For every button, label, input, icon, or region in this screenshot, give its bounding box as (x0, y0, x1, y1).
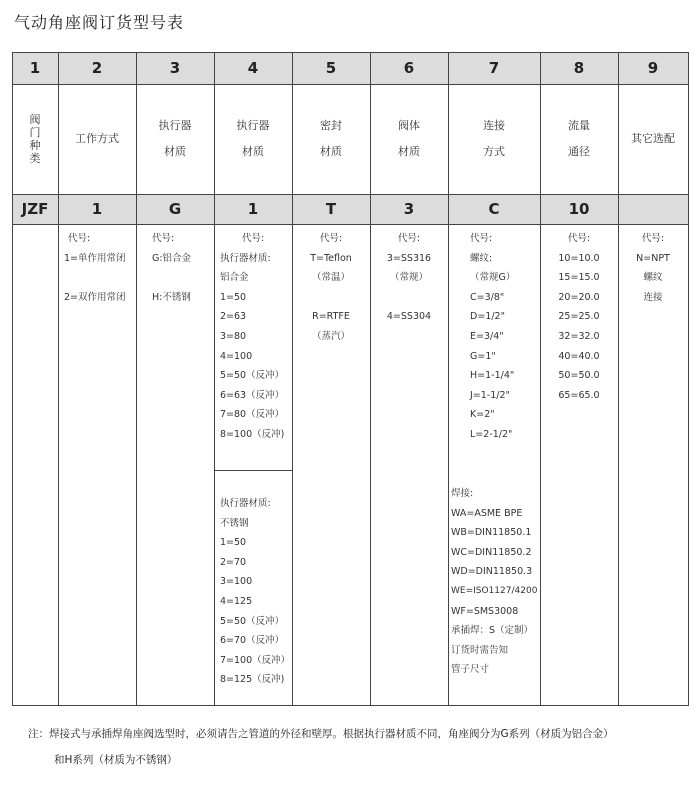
header-body-material (370, 84, 448, 194)
header-label: 流量 (568, 119, 590, 132)
col-number: 5 (325, 59, 337, 77)
option-item: WD=DIN11850.3 (451, 566, 533, 578)
option-item: R=RTFE (312, 311, 350, 323)
col-number: 4 (247, 59, 259, 77)
option-item: E=3/4" (470, 330, 504, 342)
col-number: 1 (29, 59, 41, 77)
code-cell: G (168, 200, 182, 218)
option-note: （常规G） (470, 272, 516, 284)
spacer (370, 288, 448, 308)
code-cell: 10 (568, 200, 590, 218)
option-item: 40=40.0 (558, 350, 600, 362)
option-item: K=2" (470, 409, 495, 421)
row-border (12, 705, 689, 706)
header-work-mode (58, 84, 136, 194)
option-item: WE=ISO1127/4200 (451, 585, 538, 596)
weld-connection-options (451, 484, 540, 680)
other-options (618, 229, 688, 307)
option-item: 20=20.0 (558, 291, 600, 303)
col-border (688, 52, 689, 706)
option-note: （蒸汽） (311, 330, 350, 342)
header-label: 执行器 (236, 119, 270, 132)
option-item: 1=50 (220, 537, 247, 549)
col-number: 8 (573, 59, 585, 77)
option-item: G:铝合金 (152, 252, 192, 264)
option-item: 10=10.0 (558, 252, 600, 264)
option-item: 6=70（反冲） (220, 635, 285, 647)
col4-divider (214, 470, 292, 471)
code-cell: 1 (247, 200, 259, 218)
option-item: 4=SS304 (386, 311, 432, 323)
option-item: 不锈钢 (220, 517, 249, 529)
header-label: 阀体 (398, 119, 420, 132)
option-item: 50=50.0 (558, 370, 600, 382)
option-item: 2=70 (220, 556, 247, 568)
option-item: H:不锈钢 (152, 291, 191, 303)
option-item: 8=125（反冲) (220, 674, 285, 686)
spacer (292, 288, 370, 308)
code-label: 代号: (470, 233, 493, 244)
option-item: 5=50（反冲） (220, 615, 285, 627)
code-label: 代号: (68, 233, 91, 244)
spacer (64, 268, 136, 288)
option-item: 65=65.0 (558, 389, 600, 401)
option-item: 承插焊：S（定制） (451, 625, 534, 637)
order-code-table (12, 52, 689, 706)
option-item: 7=80（反冲） (220, 409, 285, 421)
code-cell: 3 (403, 200, 415, 218)
option-item: WB=DIN11850.1 (451, 527, 532, 539)
option-item: N=NPT (636, 252, 670, 264)
option-item: T=Teflon (310, 252, 352, 264)
page-title: 气动角座阀订货型号表 (14, 13, 185, 32)
seal-material-options (292, 229, 370, 347)
option-item: 5=50（反冲） (220, 370, 285, 382)
option-note: （常温） (311, 272, 350, 284)
header-label: 材质 (242, 145, 264, 158)
option-item: 铝合金 (220, 272, 249, 284)
option-item: 管子尺寸 (451, 664, 490, 676)
option-item: 连接 (643, 291, 663, 303)
header-actuator-material-2 (214, 84, 292, 194)
option-item: 25=25.0 (558, 311, 600, 323)
footnote-line-1: 注：焊接式与承插焊角座阀选型时，必须请告之管道的外径和壁厚。根据执行器材质不同，角座阀分为G系列（材质为铝合金） (28, 728, 614, 740)
stainless-actuator-sizes (220, 494, 292, 690)
header-seal-material (292, 84, 370, 194)
col-number: 3 (169, 59, 181, 77)
aluminum-actuator-sizes (220, 229, 292, 445)
option-item: 32=32.0 (558, 330, 600, 342)
code-cell: C (488, 200, 500, 218)
header-label: 其它选配 (631, 132, 675, 145)
option-item: 3=80 (220, 330, 247, 342)
header-label: 材质 (398, 145, 420, 158)
body-material-options (370, 229, 448, 327)
header-label: 密封 (320, 119, 342, 132)
header-label: 材质 (320, 145, 342, 158)
col-number: 6 (403, 59, 415, 77)
code-label: 代号: (319, 233, 343, 244)
option-item: J=1-1/2" (470, 389, 510, 401)
code-label: 代号: (242, 233, 265, 244)
header-other-options (618, 84, 688, 194)
option-item: 4=100 (220, 350, 253, 362)
option-item: 4=125 (220, 595, 253, 607)
footnote-line-2: 和H系列（材质为不锈钢） (54, 754, 178, 766)
option-item: 2=63 (220, 311, 247, 323)
header-valve-type-label: 阀门种类 (29, 113, 41, 165)
thread-connection-options (470, 229, 540, 445)
actuator-material-options (152, 229, 214, 307)
header-label: 材质 (164, 145, 186, 158)
option-item: 1=单作用常闭 (64, 252, 126, 264)
option-item: 1=50 (220, 291, 247, 303)
header-connection (448, 84, 540, 194)
header-valve-type (12, 84, 58, 194)
header-flow-diameter (540, 84, 618, 194)
option-note: （常规） (389, 272, 428, 284)
option-item: 3=SS316 (386, 252, 432, 264)
option-item: WF=SMS3008 (451, 605, 519, 617)
code-cell (618, 194, 688, 224)
row-border (12, 224, 689, 225)
option-item: 执行器材质: (220, 498, 271, 509)
option-item: 6=63（反冲） (220, 389, 285, 401)
option-item: L=2-1/2" (470, 428, 513, 440)
header-label: 工作方式 (75, 132, 119, 145)
option-item: C=3/8" (470, 291, 505, 303)
code-cell: 1 (91, 200, 103, 218)
option-item: 8=100（反冲) (220, 428, 285, 440)
option-item: H=1-1/4" (470, 370, 515, 382)
header-label: 连接 (483, 119, 505, 132)
option-item: 3=100 (220, 576, 253, 588)
header-actuator-material (136, 84, 214, 194)
option-item: D=1/2" (470, 311, 505, 323)
option-item: 执行器材质: (220, 252, 271, 264)
option-item: 2=双作用常闭 (64, 291, 126, 303)
option-item: 螺纹 (643, 272, 663, 284)
option-item: WC=DIN11850.2 (451, 546, 532, 558)
flow-diameter-options (540, 229, 618, 405)
option-item: 订货时需告知 (451, 644, 509, 656)
col-number: 9 (647, 59, 659, 77)
option-item: 7=100（反冲） (220, 654, 291, 666)
code-cell: T (325, 200, 337, 218)
option-item: G=1" (470, 350, 496, 362)
code-label: 代号: (152, 233, 175, 244)
code-label: 代号: (641, 233, 665, 244)
header-label: 通径 (568, 145, 590, 158)
header-label: 执行器 (158, 119, 192, 132)
option-item: WA=ASME BPE (451, 507, 523, 519)
option-item: 焊接: (451, 488, 474, 499)
option-item: 螺纹: (470, 252, 493, 264)
col-number: 7 (488, 59, 500, 77)
code-cell: JZF (21, 200, 49, 218)
option-item: 15=15.0 (558, 272, 600, 284)
header-label: 方式 (483, 145, 505, 158)
work-mode-options (64, 229, 136, 307)
spacer (152, 268, 214, 288)
code-label: 代号: (567, 233, 591, 244)
col-number: 2 (91, 59, 103, 77)
code-label: 代号: (397, 233, 421, 244)
